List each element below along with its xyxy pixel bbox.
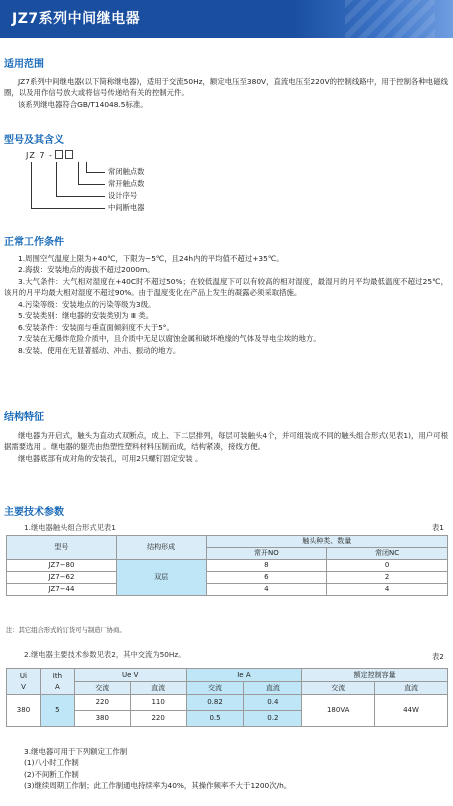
duty-item: (3)继续周期工作制；此工作制通电持续率为40%，其操作频率不大于1200次/h。 bbox=[24, 781, 292, 791]
model-label-nc: 常闭触点数 bbox=[108, 167, 145, 176]
model-slot-box bbox=[55, 150, 63, 159]
table2-cell-ie-dc: 0.4 bbox=[244, 695, 302, 711]
table2-tag: 表2 bbox=[432, 652, 444, 661]
table-row bbox=[7, 559, 448, 571]
table1-cell-model: JZ7−80 bbox=[7, 559, 117, 571]
table1-cell-no: 8 bbox=[206, 559, 327, 571]
banner-stripes bbox=[345, 0, 435, 38]
model-label-relay: 中间断电器 bbox=[108, 203, 145, 212]
table1-cell-nc: 4 bbox=[327, 583, 448, 595]
table1-header-nc: 常闭NC bbox=[327, 547, 448, 559]
condition-item: 8.安装、使用在无显著摇动、冲击、振动的地方。 bbox=[18, 345, 181, 355]
table1-cell-model: JZ7−62 bbox=[7, 571, 117, 583]
table2-header-ui: Ui V bbox=[7, 669, 41, 695]
condition-item: 5.安装类别：继电器的安装类别为 Ⅲ 类。 bbox=[18, 311, 154, 321]
table2-caption: 2.继电器主要技术参数见表2，其中交流为50Hz。 bbox=[24, 650, 186, 659]
condition-item: 4.污染等级：安装地点的污染等级为3级。 bbox=[18, 299, 156, 309]
table2-cell-ie-ac: 0.82 bbox=[186, 695, 244, 711]
scope-heading: 适用范围 bbox=[4, 59, 44, 70]
model-leader-line bbox=[31, 162, 105, 209]
table2-cell-ue-ac: 380 bbox=[74, 711, 130, 727]
scope-text bbox=[4, 76, 448, 110]
table2-technical-parameters bbox=[6, 668, 448, 727]
page-title: JZ7系列中间继电器 bbox=[12, 11, 141, 27]
table1-header-structure: 结构形成 bbox=[116, 536, 206, 560]
table2-cell-ie-ac: 0.5 bbox=[186, 711, 244, 727]
table1-cell-model: JZ7−44 bbox=[7, 583, 117, 595]
table2-cell-rated-dc: 44W bbox=[375, 695, 448, 727]
duty-item: (1)八小时工作制 bbox=[24, 758, 79, 768]
table1-cell-no: 6 bbox=[206, 571, 327, 583]
table1-cell-no: 4 bbox=[206, 583, 327, 595]
table2-header-ie-dc: 直流 bbox=[244, 682, 302, 695]
table2-cell-ue-ac: 220 bbox=[74, 695, 130, 711]
structure-heading: 结构特征 bbox=[4, 412, 44, 423]
model-label-no: 常开触点数 bbox=[108, 179, 145, 188]
table1-cell-structure: 双层 bbox=[116, 559, 206, 595]
model-diagram bbox=[26, 150, 206, 222]
duty-intro: 3.继电器可用于下列额定工作制 bbox=[24, 747, 128, 756]
table2-header-ie: Ie A bbox=[186, 669, 302, 682]
conditions-list bbox=[4, 253, 448, 356]
table1-caption: 1.继电器触头组合形式见表1 bbox=[24, 523, 116, 532]
table1-header-contacts: 触头种类、数量 bbox=[206, 536, 447, 548]
model-slot-box bbox=[65, 150, 73, 159]
structure-paragraph-1: 继电器为开启式，触头为直动式双断点，成上、下二层排列，每层可装触头4个，并可组装成不同的触头组合形式(见表1)，用户可根据需要选用 。继电器的躯壳由热塑性塑料材料压制而成，结构紧凑，接线方便。 bbox=[4, 431, 448, 452]
condition-item: 3.大气条件：大气相对湿度在+40C时不超过50%；在较低温度下可以有较高的相对湿度，最湿月的月平均最低温度不超过25℃，该月的月平均最大相对湿度不超过90%。由于温度变化在产品上发生的凝露必须采取措施。 bbox=[4, 276, 448, 298]
table2-header-rated-ac: 交流 bbox=[302, 682, 375, 695]
scope-paragraph-1: JZ7系列中间继电器(以下简称继电器)，适用于交流50Hz，额定电压至380V，直流电压至220V的控制线路中，用于控制各种电磁线圈，以及用作信号放大或将信号传递给有关的控制元件。 bbox=[4, 77, 448, 98]
model-heading: 型号及其含义 bbox=[4, 135, 64, 146]
table2-cell-ui: 380 bbox=[7, 695, 41, 727]
table2-header-ue-ac: 交流 bbox=[74, 682, 130, 695]
table1-header-model: 型号 bbox=[7, 536, 117, 560]
tech-heading: 主要技术参数 bbox=[4, 507, 64, 518]
conditions-heading: 正常工作条件 bbox=[4, 237, 64, 248]
table2-cell-ue-dc: 110 bbox=[130, 695, 186, 711]
table2-header-rated: 额定控制容量 bbox=[302, 669, 448, 682]
table-row bbox=[7, 695, 448, 711]
table2-header-ie-ac: 交流 bbox=[186, 682, 244, 695]
duty-item: (2)不间断工作制 bbox=[24, 769, 79, 779]
structure-paragraph-2: 继电器底部有成对角的安装孔，可用2只螺钉固定安装 。 bbox=[18, 453, 203, 463]
condition-item: 2.海拔：安装地点的海拔不超过2000m。 bbox=[18, 265, 155, 275]
condition-item: 1.周围空气温度上限为+40℃，下限为−5℃，且24h内的平均值不超过+35℃。 bbox=[18, 254, 284, 263]
table2-header-ith: Ith A bbox=[40, 669, 74, 695]
table1-cell-nc: 0 bbox=[327, 559, 448, 571]
table2-header-rated-dc: 直流 bbox=[375, 682, 448, 695]
table2-cell-ie-dc: 0.2 bbox=[244, 711, 302, 727]
table2-cell-ue-dc: 220 bbox=[130, 711, 186, 727]
scope-paragraph-2: 该系列继电器符合GB/T14048.5标准。 bbox=[18, 99, 148, 109]
table1-note: 注：其它组合形式的订货可与制造厂协商。 bbox=[6, 627, 126, 634]
title-banner bbox=[0, 0, 453, 38]
condition-item: 6.安装条件：安装面与垂直面倾斜度不大于5°。 bbox=[18, 322, 174, 332]
model-label-design: 设计序号 bbox=[108, 191, 138, 200]
table1-cell-nc: 2 bbox=[327, 571, 448, 583]
table2-header-ue-dc: 直流 bbox=[130, 682, 186, 695]
duty-list bbox=[24, 746, 444, 792]
table2-cell-rated-ac: 180VA bbox=[302, 695, 375, 727]
table2-cell-ith: 5 bbox=[40, 695, 74, 727]
structure-text bbox=[4, 430, 448, 464]
table-row bbox=[7, 571, 448, 583]
table1-contact-combinations bbox=[6, 535, 448, 596]
table1-header-no: 常开NO bbox=[206, 547, 327, 559]
table-row bbox=[7, 583, 448, 595]
table2-header-ue: Ue V bbox=[74, 669, 186, 682]
condition-item: 7.安装在无爆炸危险介质中，且介质中无足以腐蚀金属和破坏绝缘的气体及导电尘埃的地方。 bbox=[18, 334, 321, 344]
model-code: JZ 7 - bbox=[26, 150, 73, 162]
table1-tag: 表1 bbox=[432, 523, 444, 532]
